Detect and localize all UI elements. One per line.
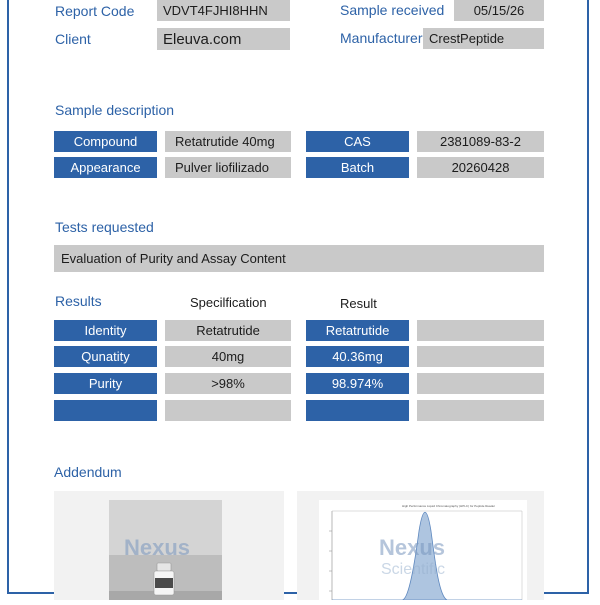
result-row-spec: Retatrutide	[165, 320, 291, 341]
result-row-label	[54, 400, 157, 421]
result-row-extra	[417, 346, 544, 367]
vial-photo-panel	[54, 491, 284, 600]
manufacturer-label: Manufacturer	[340, 30, 423, 46]
result-row-extra	[417, 373, 544, 394]
specification-header: Specilfication	[190, 295, 267, 310]
client-value: Eleuva.com	[157, 28, 290, 50]
result-row-result: Retatrutide	[306, 320, 409, 341]
cas-value: 2381089-83-2	[417, 131, 544, 152]
manufacturer-value: CrestPeptide	[423, 28, 544, 49]
result-header: Result	[340, 296, 377, 311]
tests-requested-title: Tests requested	[55, 219, 154, 235]
sample-description-title: Sample description	[55, 102, 175, 118]
result-row-spec	[165, 400, 291, 421]
vial-icon	[154, 563, 174, 595]
watermark-logo: Nexus	[379, 535, 446, 560]
result-row-result	[306, 400, 409, 421]
appearance-value: Pulver liofilizado	[165, 157, 291, 178]
sample-received-label: Sample received	[340, 2, 445, 18]
compound-value: Retatrutide 40mg	[165, 131, 291, 152]
result-row-label: Qunatity	[54, 346, 157, 367]
results-title: Results	[55, 293, 102, 309]
watermark-subtext: Scientific	[381, 561, 446, 578]
watermark-logo: Nexus	[124, 535, 191, 560]
result-row-label: Identity	[54, 320, 157, 341]
appearance-label: Appearance	[54, 157, 157, 178]
sample-received-value: 05/15/26	[454, 0, 544, 21]
result-row-spec: >98%	[165, 373, 291, 394]
result-row-label: Purity	[54, 373, 157, 394]
report-code-value: VDVT4FJHI8HHN	[157, 0, 290, 21]
addendum-title: Addendum	[54, 464, 122, 480]
batch-value: 20260428	[417, 157, 544, 178]
compound-label: Compound	[54, 131, 157, 152]
cas-label: CAS	[306, 131, 409, 152]
result-row-spec: 40mg	[165, 346, 291, 367]
client-label: Client	[55, 31, 91, 47]
hplc-chart-panel	[297, 491, 544, 600]
chart-title: High Performance Liquid Chromatography (HPLC) for Peptide Reader	[402, 504, 496, 508]
batch-label: Batch	[306, 157, 409, 178]
tests-requested-value: Evaluation of Purity and Assay Content	[54, 245, 544, 272]
result-row-extra	[417, 320, 544, 341]
result-row-result: 98.974%	[306, 373, 409, 394]
result-row-extra	[417, 400, 544, 421]
result-row-result: 40.36mg	[306, 346, 409, 367]
report-code-label: Report Code	[55, 3, 135, 19]
